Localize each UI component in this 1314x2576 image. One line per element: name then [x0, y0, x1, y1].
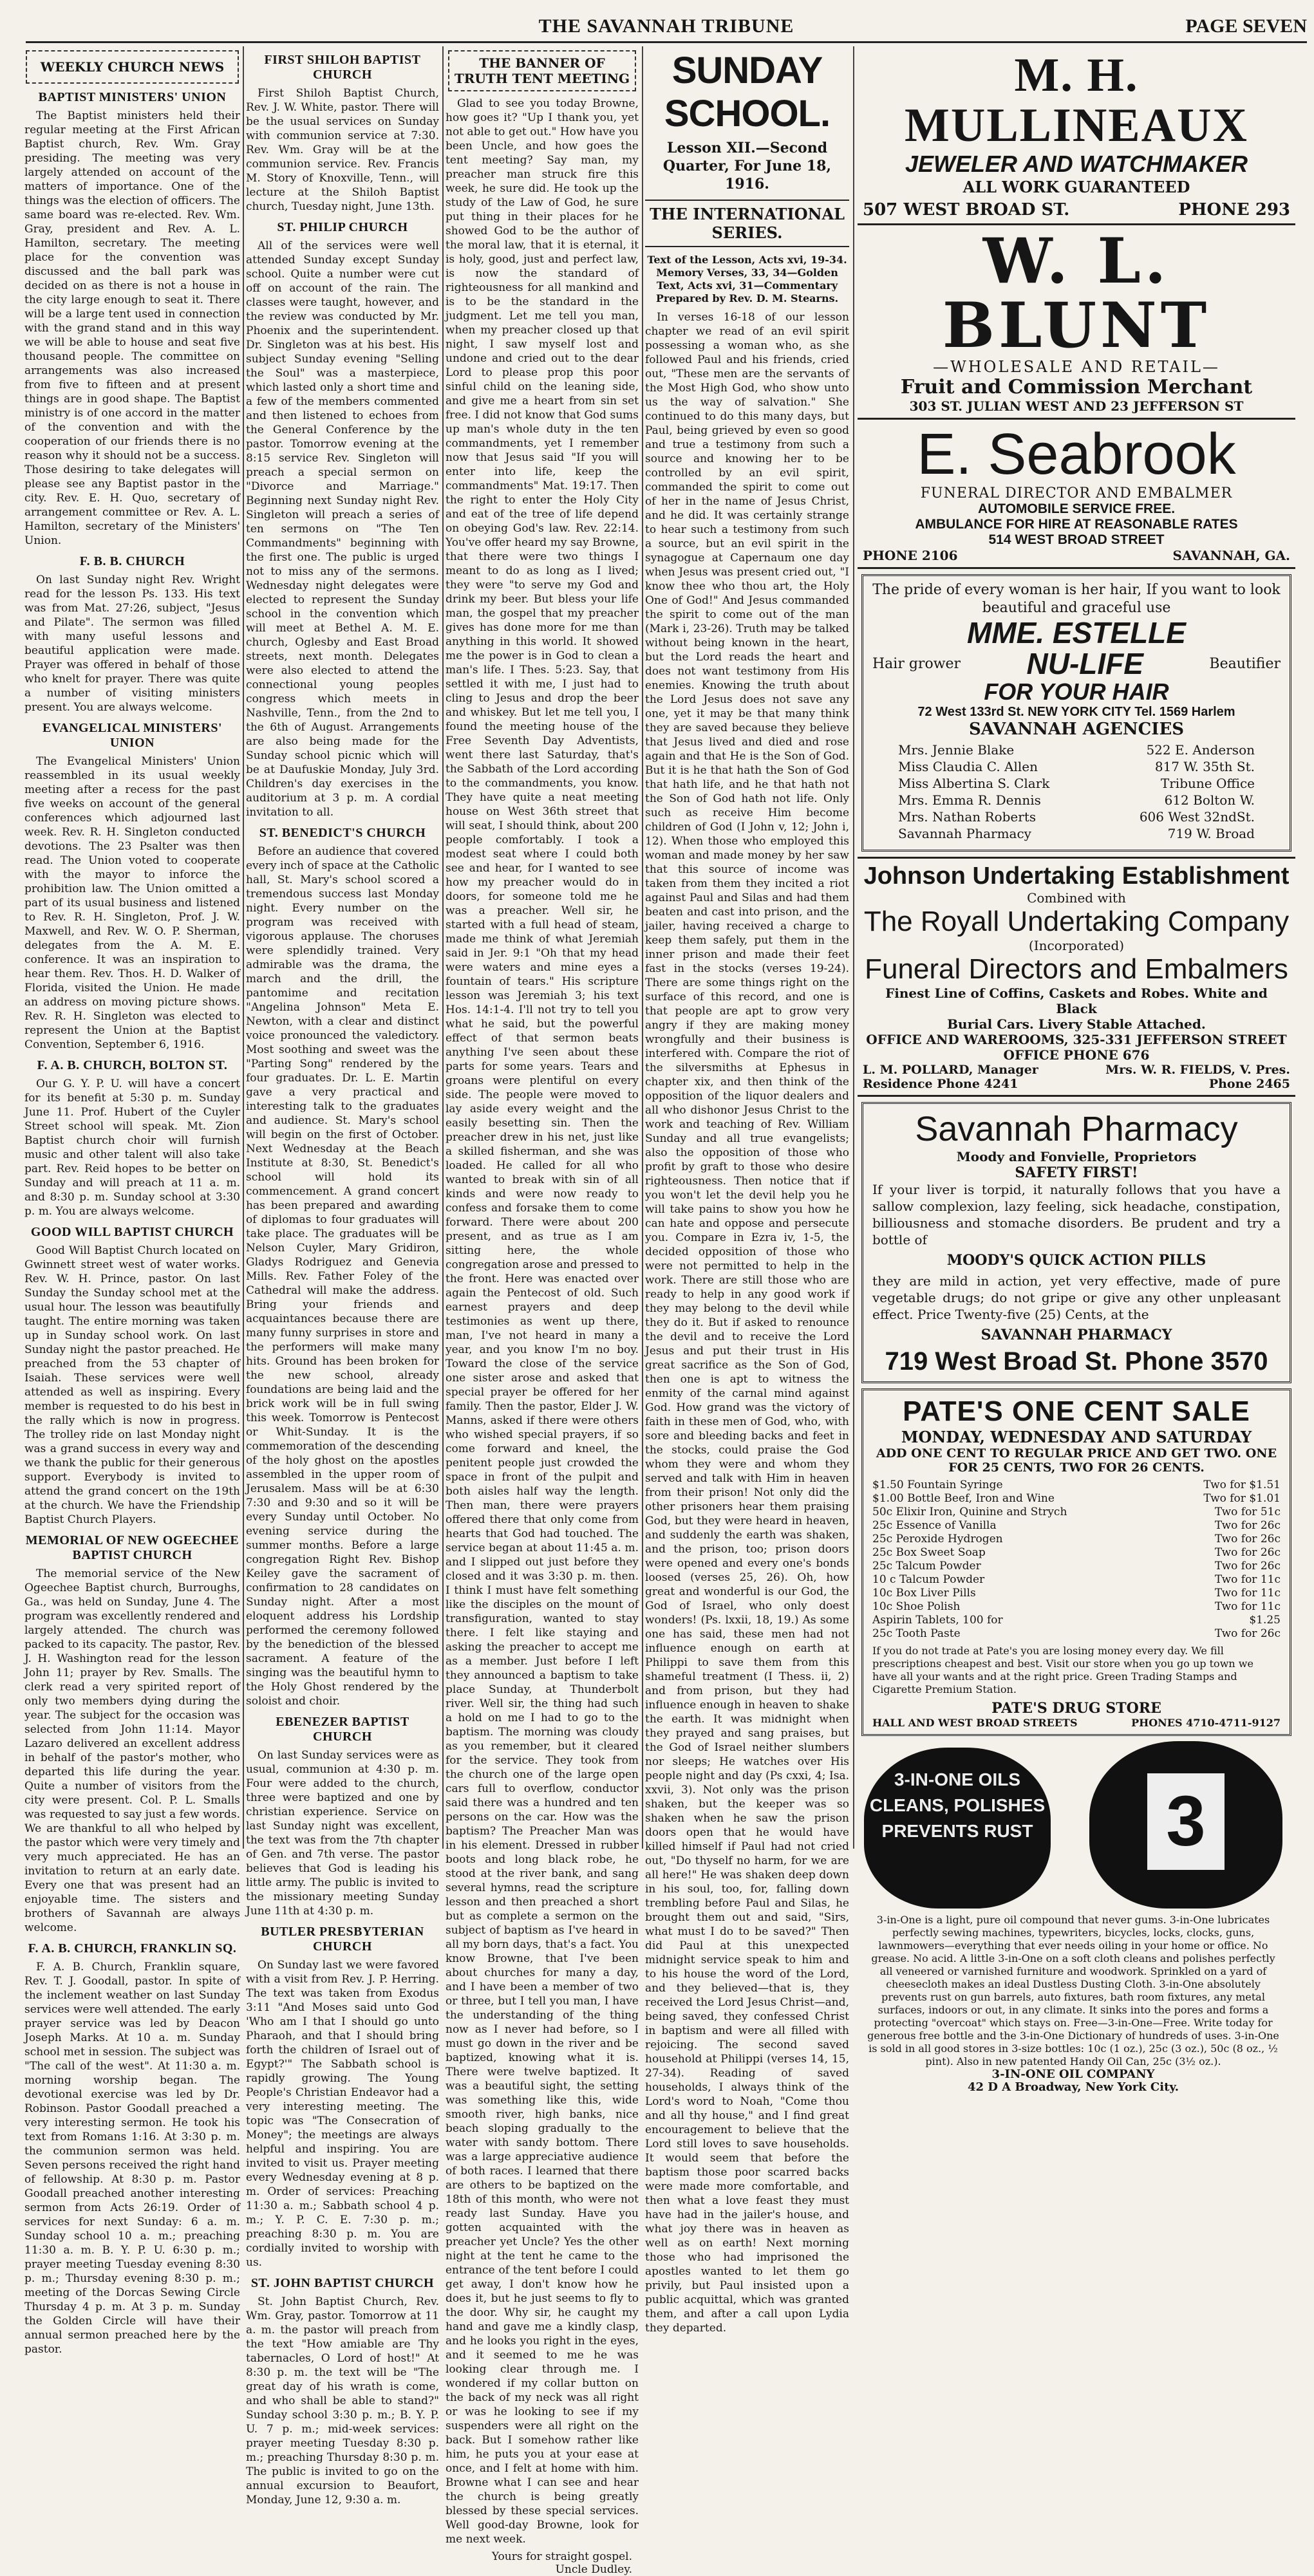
- agent-row: Mrs. Nathan Roberts 606 West 32ndSt.: [898, 809, 1255, 825]
- section-body: St. John Baptist Church, Rev. Wm. Gray, pastor. Tomorrow at 11 a. m. the pastor will preach from the text "How amiable are Thy tabernacles, O Lord of host!" At 8:30 p. m. the text will be "The great day of his wrath is come, and who shall be able to stand?" Sunday school 3:30 p. m.; B. Y. P. U. 7 p. m.; mid-week services: prayer meeting Tuesday 8:30 p. m.; preaching Thursday 8:30 p. m. The public is invited to go on the annual excursion to Beaufort, Monday, June 12, 9:30 a. m.: [246, 2295, 439, 2506]
- list-item: 25c Peroxide Hydrogen Two for 26c: [872, 1533, 1281, 1545]
- list-item: 25c Tooth Paste Two for 26c: [872, 1627, 1281, 1640]
- seabrook-address: 514 WEST BROAD STREET: [988, 532, 1165, 547]
- mullineaux-name: M. H. MULLINEAUX: [905, 49, 1248, 152]
- section-title: F. B. B. CHURCH: [79, 554, 185, 568]
- estelle-product: NU-LIFE: [1026, 647, 1143, 680]
- pate-store: PATE'S DRUG STORE: [991, 1700, 1161, 1717]
- agent-row: Miss Claudia C. Allen 817 W. 35th St.: [898, 759, 1255, 774]
- blunt-ad: [858, 225, 1295, 420]
- section-body: The memorial service of the New Ogeechee Baptist church, Burroughs, Ga., was held on Sunday, June 4. The program was excellently rendered and largely attended. The church was packed to its capacity. The pastor, Rev. J. H. Washington read for the lesson John 11; prayer by Rev. Smalls. The clerk read a very spirited report of only two members dying during the year. The subject for the occasion was selected from John 11:14. Mayor Lazaro delivered an excellent address in behalf of the pastor's mother, who departed this life during the year. Quite a number of visitors from the city were present. Col. P. L. Smalls was requested to say just a few words. We are thankful to all who helped by the pastor which were very timely and very much appreciated. He has an invitation to return at an early date. Every one that was present had an enjoyable time. The sisters and brothers of Savannah are always welcome.: [24, 1567, 240, 1934]
- three-in-one-oil-ad: [858, 1741, 1295, 2094]
- oil-can-image-2: [1089, 1741, 1282, 1909]
- list-item: 50c Elixir Iron, Quinine and Strych Two for 51c: [872, 1506, 1281, 1518]
- column-rule: [642, 46, 643, 1849]
- section-title: ST. JOHN BAPTIST CHURCH: [250, 2276, 435, 2290]
- seabrook-phone: PHONE 2106: [863, 548, 958, 563]
- estelle-intro: The pride of every woman is her hair, If you want to look beautiful and graceful use: [872, 582, 1281, 616]
- section-body: All of the services were well attended Sunday except Sunday school. Quite a number were cut off on account of the rain. The classes were taught, however, and the review was conducted by Mr. Phoenix and the superintendent. Dr. Singleton was at his best. His subject Sunday evening "Selling the Soul" was a masterpiece, which lasted only a short time and a few of the members commented and then listened to echoes from the General Conference by the pastor. Tomorrow evening at the 8:15 service Rev. Singleton will preach a special sermon on "Divorce and Marriage." Beginning next Sunday night Rev. Singleton will preach a series of ten sermons on "The Ten Commandments" beginning with the first one. The public is urged not to miss any of the sermons. Wednesday night delegates were elected to represent the Sunday school in the convention which will meet at Bethel A. M. E. church, Oglesby and East Broad streets, next month. Delegates were also elected to attend the connectional young peoples congress which meets in Nashville, Tenn., from the 2nd to the 6th of August. Arrangements are also being made for the Sunday school picnic which will be at Daufuskie Monday, July 3rd. Children's day exercises in the auditorium at 3 p. m. A cordial invitation to all.: [246, 239, 439, 819]
- section-title: BAPTIST MINISTERS' UNION: [38, 90, 227, 104]
- list-item: 25c Talcum Powder Two for 26c: [872, 1560, 1281, 1573]
- coffins-line: Finest Line of Coffins, Caskets and Robes. White and Black: [885, 985, 1268, 1016]
- pharmacy-name: Savannah Pharmacy: [915, 1110, 1238, 1148]
- funeral-directors: Funeral Directors and Embalmers: [865, 953, 1288, 985]
- series-heading: THE INTERNATIONAL SERIES.: [645, 200, 849, 247]
- column-rule: [853, 46, 854, 1849]
- mullineaux-sub: JEWELER AND WATCHMAKER: [905, 151, 1248, 177]
- agent-row: Mrs. Emma R. Dennis 612 Bolton W.: [898, 792, 1255, 808]
- sunday-school-title: SUNDAY SCHOOL.: [664, 50, 831, 135]
- mullineaux-note: ALL WORK GUARANTEED: [962, 178, 1190, 196]
- column-church-news: [24, 46, 240, 2356]
- blunt-name: W. L. BLUNT: [942, 225, 1211, 362]
- section-title: EVANGELICAL MINISTERS' UNION: [42, 721, 223, 750]
- section-title: F. A. B. CHURCH, FRANKLIN SQ.: [28, 1941, 237, 1955]
- lesson-line: Lesson XII.—Second Quarter, For June 18, 1916.: [662, 140, 832, 192]
- column-church-news-2: [246, 46, 439, 2506]
- lesson-body: In verses 16-18 of our lesson chapter we read of an evil spirit possessing a woman who, as she followed Paul and his friends, cried out, "These men are the servants of the Most High God, who show unto us the way of salvation." She continued to do this many days, but Paul, being grieved by even so good and true a testimony from such a source and knowing her to be controlled by an evil spirit, commanded the spirit to come out of her in the name of Jesus Christ, and he did. It was certainly strange to hear such a testimony from such a source, but an evil spirit in the synagogue at Capernaum one day when Jesus was present cried out, "I know thee who thou art, the Holy One of God!" And Jesus commanded the spirit to come out of the man (Mark i, 23-26). Truth may be talked without being known in the heart, but the Lord reads the heart and does not want testimony from His enemies. Knowing the truth about the Lord Jesus does not save any one, yet it may be that many think they are saved because they believe that Jesus lived and died and rose again and that He is the Son of God. But it is he that hath the Son of God that hath life, and he that hath not the Son of God hath not life. Only such as receive Him become children of God (I John v, 12; John i, 12). When those who employed this woman and made money by her saw that this source of income was taken from them they incited a riot against Paul and Silas and had them beaten and cast into prison, and the jailer, having received a charge to keep them safely, put them in the inner prison and made their feet fast in the stocks (verses 19-24). There are some things right on the surface of this record, and one is that people are apt to grow very angry if they are making money wrongfully and their business is interfered with. Compare the riot of the silversmiths at Ephesus in chapter xix, and then think of the opposition of the liquor dealers and all who dishonor Jesus Christ to the work and teaching of Rev. William Sunday and all true evangelists; also the opposition of those who profit by graft to those who desire righteousness. Then notice that if you won't let the devil help you he will take pains to show you how he can hate and oppose and persecute you. Compare in Ezra iv, 1-5, the decided opposition of those who were not permitted to help in the work. There are still those who are ready to help in any good work if they may belong to the devil while they do it. But if asked to renounce the devil and to receive the Lord Jesus and put their trust in His great sacrifice as the Son of God, then one is apt to witness the enmity of the carnal mind against God. How grand was the victory of faith in these men of God, who, with sore and bleeding backs and feet in the stocks, could praise the God whom they were and whom they served and talk with Him in heaven from their prison! Not only did the other prisoners hear them praising God, but they were heard in heaven, and suddenly the earth was shaken, and the prison, too; prison doors were opened and every one's bonds loosed (verses 25, 26). Oh, how great and wonderful is our God, the God of Israel, who only doest wonders! (Ps. lxxii, 18, 19.) As some one has said, these men had not influence enough on earth at Philippi to save them from this shameful treatment (I Thess. ii, 2) and from prison, but they had influence enough in heaven to shake the earth. It was midnight when they prayed and sang praises, but the God of Israel neither slumbers nor sleeps; He watches over His people night and day (Ps cxxi, 4; Isa. xxvii, 3). Not only was the prison shaken, but the keeper was so shaken when he saw the prison doors open that he would have killed himself if Paul had not cried out, "Do thyself no harm, for we are all here!" He was shaken deep down in his soul, too, for, falling down trembling before Paul and Silas, he brought them out and said, "Sirs, what must I do to be saved?" Then did Paul at this unexpected midnight service speak to him and to his house the word of the Lord, and they believed—that is, they received the Lord Jesus Christ—and, being saved, they confessed Christ in baptism and were all filled with rejoicing. The second saved household at Philippi (verses 14, 15, 27-34). Reading of saved households, I always think of the Lord's word to Noah, "Come thou and all thy house," and I find great encouragement to believe that the Lord still loves to save households. It would seem that before the baptism those poor scarred backs were made more comfortable, and then what a love feast they must have had in the jailer's house, and what joy there was in heaven as well as on earth! Next morning those who had imprisoned the apostles wanted to let them go privily, but Paul insisted upon a public acquittal, which was granted them, and after a call upon Lydia they departed.: [645, 311, 849, 2335]
- list-item: 10c Shoe Polish Two for 11c: [872, 1600, 1281, 1613]
- section-title: BUTLER PRESBYTERIAN CHURCH: [261, 1925, 424, 1954]
- page-number: PAGE SEVEN: [1185, 15, 1307, 37]
- pharmacy-store: SAVANNAH PHARMACY: [981, 1327, 1172, 1343]
- mullineaux-address: 507 WEST BROAD ST.: [863, 200, 1070, 219]
- estelle-name: MME. ESTELLE: [967, 616, 1186, 649]
- blunt-address: 303 ST. JULIAN WEST AND 23 JEFFERSON ST: [909, 398, 1244, 414]
- safety-first: SAFETY FIRST!: [1015, 1164, 1138, 1181]
- blunt-sub: —WHOLESALE AND RETAIL—: [933, 358, 1220, 376]
- section-body: Before an audience that covered every inch of space at the Catholic hall, St. Mary's school scored a tremendous success last Monday night. Every number on the program was received with vigorous applause. The choruses were splendidly trained. Very admirable was the drama, the march and the drill, the pantomime and recitation "Angelina Johnson" Meta E. Newton, with a clear and distinct voice pronounced the valedictory. Most soothing and sweet was the "Parting Song" rendered by the four graduates. Dr. L. E. Martin gave a very practical and interesting talk to the graduates and audience. St. Mary's school will begin on the first of October. Next Wednesday at the Beach Institute at 8:30, St. Benedict's school will hold its commencement. A grand concert has been prepared and awarding of diplomas to four graduates will take place. The graduates will be Nelson Cuyler, Mary Gridiron, Gladys Rodriguez and Genevia Mills. Rev. Father Foley of the Cathedral will make the address. Bring your friends and acquaintances because there are many funny surprises in store and the performers will make many hits. Ground has been broken for the new school, already foundations are being laid and the brick work will be in full swing this week. Tomorrow is Pentecost or Whit-Sunday. It is the commemoration of the descending of the holy ghost on the apostles assembled in the upper room of Jerusalem. Mass will be at 6:30 7:30 and 9:30 and so it will be every Sunday until October. No evening service during the summer months. Before a large congregation Right Rev. Bishop Keiley gave the sacrament of confirmation to 28 candidates on Sunday night. After a most eloquent address his Lordship performed the ceremony followed by the benediction of the blessed sacrament. A feature of the singing was the beautiful hymn to the Holy Ghost rendered by the soloist and choir.: [246, 845, 439, 1708]
- seabrook-ambulance: AMBULANCE FOR HIRE AT REASONABLE RATES: [915, 517, 1238, 532]
- mullineaux-phone: PHONE 293: [1178, 200, 1290, 219]
- office-phone: OFFICE PHONE 676: [1003, 1047, 1150, 1063]
- column-rule: [243, 46, 244, 1849]
- manager: L. M. POLLARD, Manager: [863, 1063, 1038, 1077]
- office-line: OFFICE AND WAREROOMS, 325-331 JEFFERSON STREET: [866, 1032, 1287, 1047]
- section-title: ST. BENEDICT'S CHURCH: [259, 826, 426, 840]
- closing-line: Yours for straight gospel.: [491, 2550, 632, 2563]
- estelle-agencies: SAVANNAH AGENCIES: [968, 720, 1185, 739]
- section-title: F. A. B. CHURCH, BOLTON ST.: [37, 1058, 228, 1072]
- section-body: First Shiloh Baptist Church, Rev. J. W. White, pastor. There will be the usual services on Sunday with communion service at 7:30. Rev. Wm. Gray will be at the communion service. Rev. Francis M. Story of Knoxville, Tenn., will lecture at the Shiloh Baptist church, Tuesday night, June 13th.: [246, 87, 439, 213]
- oil-can-image: 3-IN-ONE OILS CLEANS, POLISHES PREVENTS RUST: [864, 1748, 1051, 1909]
- pharmacy-address: 719 West Broad St. Phone 3570: [885, 1347, 1268, 1376]
- section-body: On Sunday last we were favored with a visit from Rev. J. P. Herring. The text was taken from Exodus 3:11 "And Moses said unto God 'Who am I that I should go unto Pharaoh, and that I should bring forth the children of Israel out of Egypt?'" The Sabbath school is rapidly growing. The Young People's Christian Endeavor had a very interesting meeting. The topic was "The Consecration of Money"; the meetings are always helpful and inspiring. You are invited to visit us. Prayer meeting every Wednesday evening at 8 p. m. Order of services: Preaching 11:30 a. m.; Sabbath school 4 p. m.; Y. P. C. E. 7:30 p. m.; preaching 8:30 p. m. You are cordially invited to worship with us.: [246, 1959, 439, 2269]
- mullineaux-ad: [858, 46, 1295, 225]
- can-number: 3: [1147, 1773, 1225, 1870]
- oil-body: 3-in-One is a light, pure oil compound that never gums. 3-in-One lubricates perfectly sewing machines, typewriters, bicycles, locks, clocks, guns, lawnmowers—everything that ever needs oiling in your home or office. No grease. No acid. A little 3-in-One on a soft cloth cleans and polishes perfectly all veneered or varnished furniture and woodwork. Sprinkled on a yard of cheesecloth makes an ideal Dustless Dusting Cloth. 3-in-One absolutely prevents rust on gun barrels, auto fixtures, bath room fixtures, any metal surfaces, indoors or out, in any climate. It sinks into the pores and forms a protecting "overcoat" which stays on. Free—3-in-One—Free. Write today for generous free bottle and the 3-in-One Dictionary of hundreds of uses. 3-in-One is sold in all good stores in 3-size bottles: 10c (1 oz.), 25c (3 oz.), 50c (8 oz., ½ pint). Also in new patented Handy Oil Can, 25c (3½ oz.).: [867, 1914, 1279, 2067]
- column-sunday-school: [645, 46, 849, 2335]
- list-item: 25c Essence of Vanilla Two for 26c: [872, 1519, 1281, 1532]
- estelle-left: Hair grower: [872, 655, 961, 672]
- section-body: On last Sunday services were as usual, communion at 4:30 p. m. Four were added to the church, three were baptized and one by christian experience. Service on last Sunday night was excellent, the text was from the 7th chapter of Gen. and 7th verse. The pastor believes that God is leading his little army. The public is invited to the missionary meeting Sunday June 11th at 4:30 p. m.: [246, 1749, 439, 1918]
- incorporated: (Incorporated): [1028, 938, 1125, 953]
- johnson-name: Johnson Undertaking Establishment: [863, 863, 1290, 890]
- burial-line: Burial Cars. Livery Stable Attached.: [947, 1016, 1206, 1032]
- section-body: On last Sunday night Rev. Wright read for the lesson Ps. 133. His text was from Mat. 27:26, subject, "Jesus and Pilate". The sermon was filled with many useful lessons and beautiful application were made. Prayer was offered in behalf of those who knelt for prayer. There was quite a number of visiting ministers present. You are always welcome.: [24, 574, 240, 714]
- tent-meeting-heading: THE BANNER OF TRUTH TENT MEETING: [448, 50, 636, 91]
- tent-meeting-body: Glad to see you today Browne, how goes it? "Up I thank you, yet not able to get out." How have you been Uncle, and how goes the tent meeting? Say man, my preacher man struck fire this week, he sure did. He took up the study of the Law of God, he sure put thing in their places for he showed God to be the author of the moral law, that it is eternal, it is holy, good, just and perfect law, is now the standard of righteousness for all mankind and is to be the standard in the judgment. Let me tell you man, when my preacher closed up that night, I saw myself lost and undone and cried out to the dear Lord to please prop this poor sinful child on the leaning side, and give me a heart from sin set free. I did not know that God sums up man's whole duty in the ten commandments, yet I remember now that Jesus said "If you will enter into life, keep the commandments" Mat. 19:17. Then the right to enter the Holy City and eat of the tree of life depend on obeying God's law. Rev. 22:14. You've offer heard my say Browne, that there were two things I meant to do as long as I lived; they were "to serve my God and drink my beer. But bless your life man, the gospel that my preacher gives has done more for me than anything in this world. It showed me the power is in God to clean a man's life. I Thes. 5:23. Say, that settled it with me, I just had to cling to Jesus and drop the beer and whiskey. But let me tell you, I found the meeting house of the Free Seventh Day Adventists, went there last Saturday, that's the Sabbath of the Lord according to the commandments, you know. They have quite a neat meeting house on West 36th street that will seat, I should think, about 200 people comfortably. I took a modest seat where I could both see and hear, for I wanted to see how my preacher would do in doors, for someone told me he was a preacher. Well sir, he started with a full head of steam, made me think of what Jeremiah said in Jer. 9:1 "Oh that my head were waters and mine eyes a fountain of tears." His scripture lesson was Jeremiah 3; his text Hos. 14:1-4. I'll not try to tell you what he said, but the powerful effect of that sermon beats anything I've seen about these parts for some years. Tears and groans were plentiful on every side. The people were moved to lay aside every weight and the easily besetting sin. Then the preacher drew in his net, just like a skilled fisherman, and she was loaded. He called for all who wanted to break with sin of all kinds and were now ready to confess and forsake them to come forward. There were about 200 present, and as true as I am sitting here, the whole congregation arose and pressed to the front. Here was enacted over again the Pentecost of old. Such earnest prayers and deep testimonies as went up there, man, I've not heard in many a year, and you know I'm no boy. Toward the close of the service one sister arose and asked that special prayer be offered for her family. Then the pastor, Elder J. W. Manns, asked if there were others who wished special prayers, if so come forward and kneel, the penitent people just crowded the space in front of the pulpit and both aisles half way the length. Then man, there were prayers offered there that only come from hearts that God had touched. The service began at about 11:45 a. m. and I slipped out just before they closed and it was 3:30 p. m. then. I think I must have felt something like the disciples on the mount of transfiguration, wanted to stay there. I felt like staying and asking the preacher to accept me as a member. Just before I left they announced a baptism to take place Sunday, at Thunderbolt river. Well sir, the thing had such a hold on me I had to go to the baptism. The morning was cloudy as you remember, but it cleared for the service. They took from the church one of the large open cars full to overflow, conductor said there was a hundred and ten persons on the car. How was the baptism? The Preacher Man was in his element. Dressed in rubber boots and long black robe, he stood at the river bank, and sang several hymns, read the scripture lesson and then preached a short but as complete a sermon on the subject of baptism as I've heard in all my born days, that's a fact. You know Browne, that I've been about churches for many a day, and I have been a member of two or three, but I tell you man, I have the understanding of the thing now as I never had before, so I must go down in the river and be baptized, knowing what it is. There were twelve baptized. It was a beautiful sight, the setting was something like this, wide smooth river, high banks, nice beach sloping gradually to the water with sandy bottom. There was a large appreciative audience of both races. I learned that there are others to be baptized on the 18th of this month, who were not ready last Sunday. Have you gotten acquainted with the preacher yet Uncle? Yes the other night at the tent he came to the entrance of the tent before I could get away, I don't know how he does it, but he just seems to fly to the door. Why sir, he caught my hand and gave me a kindly clasp, and he looks you right in the eyes, and it seemed to me he was looking clear through me. I wondered if my collar button on the back of my neck was all right or was he looking to see if my suspenders were all right on the back. But I somehow rather like him, he puts you at your ease at once, and I felt at home with him. Browne what I can see and hear the church is being greatly blessed by these special services. Well good-day Browne, look for me next week.: [446, 97, 639, 2546]
- section-title: EBENEZER BAPTIST CHURCH: [276, 1715, 409, 1744]
- pharmacy-body: If your liver is torpid, it naturally follows that you have a sallow complexion, lazy feeling, sick headache, constipation, billiousness and stomache disorders. Be prudent and try a bottle of: [872, 1182, 1281, 1247]
- pharmacy-ad: [861, 1102, 1291, 1383]
- agent-row: Mrs. Jennie Blake 522 E. Anderson: [898, 742, 1255, 758]
- column-advertisements: [858, 46, 1295, 2094]
- list-item: 10 c Talcum Powder Two for 11c: [872, 1573, 1281, 1586]
- list-item: Aspirin Tablets, 100 for $1.25: [872, 1614, 1281, 1627]
- agent-list: [898, 742, 1255, 842]
- estelle-right: Beautifier: [1209, 655, 1281, 672]
- pate-address: HALL AND WEST BROAD STREETS: [872, 1717, 1078, 1729]
- pate-items: [872, 1479, 1281, 1641]
- estelle-ad: [861, 574, 1291, 852]
- section-title: MEMORIAL OF NEW OGEECHEE BAPTIST CHURCH: [25, 1533, 239, 1562]
- list-item: 10c Box Liver Pills Two for 11c: [872, 1587, 1281, 1600]
- oil-company-address: 42 D A Broadway, New York City.: [967, 2080, 1179, 2094]
- seabrook-city: SAVANNAH, GA.: [1172, 548, 1290, 563]
- list-item: 25c Box Sweet Soap Two for 26c: [872, 1546, 1281, 1559]
- vice-president: Mrs. W. R. FIELDS, V. Pres.: [1105, 1063, 1290, 1077]
- seabrook-ad: [858, 420, 1295, 569]
- section-title: GOOD WILL BAPTIST CHURCH: [30, 1225, 234, 1239]
- list-item: $1.00 Bottle Beef, Iron and Wine Two for $1.01: [872, 1492, 1281, 1505]
- column-rule: [442, 46, 444, 1849]
- column-tent-meeting: [446, 46, 639, 2576]
- agent-row: Miss Albertina S. Clark Tribune Office: [898, 776, 1255, 791]
- seabrook-name: E. Seabrook: [917, 422, 1236, 487]
- newspaper-title: THE SAVANNAH TRIBUNE: [538, 15, 794, 37]
- section-body: The Baptist ministers held their regular meeting at the First African Baptist church, Rev. Wm. Gray presiding. The meeting was very largely attended on account of the matters of importance. One of the things was the election of officers. The same board was re-elected. Rev. Wm. Gray, president and Rev. A. L. Hamilton, secretary. The meeting place for the convention was discussed and the ball park was decided on as there is not a house in the city large enough to seat it. There will be a large tent used in connection with the grand stand and in this way we will be able to house and seat five thousand people. The committee on arrangements was also increased from five to fifteen and at present things are in good shape. The Baptist ministry is of one accord in the matter of the convention and with the cooperation of our friends there is no reason why it should not be a success. Those desiring to take delegates will please see any Baptist pastor in the city. Rev. E. H. Quo, secretary of arrangement committee or Rev. A. L. Hamilton, secretary of the Ministers' Union.: [24, 109, 240, 547]
- oil-text: [864, 1914, 1282, 2094]
- section-body: F. A. B. Church, Franklin square, Rev. T. J. Goodall, pastor. In spite of the inclement weather on last Sunday services were well attended. The early prayer service was led by Deacon Joseph Marks. At 10 a. m. Sunday school met in session. The subject was "The call of the west". At 11:30 a. m. morning worship began. The devotional exercise was led by Dr. Robinson. Pastor Goodall preached a very interesting sermon. He took his text from Romans 1:16. At 3:30 p. m. the communion sermon was held. Seven persons received the right hand of fellowship. At 8:30 p. m. Pastor Goodall preached another interesting sermon from Acts 26:19. Order of services for next Sunday: 6 a. m. Sunday school 10 a. m.; preaching 11:30 a. m. B. Y. P. U. 6:30 p. m.; prayer meeting Tuesday evening 8:30 p. m.; Thursday evening 8:30 p. m.; meeting of the Dorcas Sewing Circle Thursday 4 p. m. At 3 p. m. Sunday the Golden Circle will have their annual sermon preached here by the pastor.: [24, 1961, 240, 2356]
- pate-ad: [861, 1388, 1291, 1736]
- pate-phones: PHONES 4710-4711-9127: [1131, 1717, 1281, 1729]
- pate-title: PATE'S ONE CENT SALE: [903, 1395, 1250, 1427]
- pate-days: MONDAY, WEDNESDAY AND SATURDAY: [901, 1428, 1252, 1446]
- section-body: The Evangelical Ministers' Union reassembled in its usual weekly meeting after a recess for the past five weeks on account of the general conferences which adjourned last week. Rev. R. H. Singleton conducted devotions. The 23 Psalter was then read. The Union voted to cooperate with the mayor to inforce the prohibition law. The Union omitted a part of its usual business and listened to Rev. R. H. Singleton, Prof. J. W. Maxwell, and Rev. W. O. P. Sherman, delegates from the A. M. E. conference. It was an inspiration to hear them. Rev. Thos. H. D. Walker of Florida, visited the Union. He made an address on moving picture shows. Rev. R. H. Singleton was elected to represent the Union at the Baptist Convention, September 6, 1916.: [24, 755, 240, 1051]
- agent-row: Savannah Pharmacy 719 W. Broad: [898, 826, 1255, 841]
- pate-footer: If you do not trade at Pate's you are losing money every day. We fill prescriptions cheapest and best. Visit our store when you go up town we have all your wants and at the right price. Green Trading Stamps and Cigarette Premium Station.: [872, 1645, 1253, 1695]
- lesson-text-line: Text of the Lesson, Acts xvi, 19-34. Memory Verses, 33, 34—Golden Text, Acts xvi, 31—Commentary Prepared by Rev. D. M. Stearns.: [647, 254, 847, 304]
- phone-2: Phone 2465: [1208, 1077, 1290, 1091]
- residence-phone: Residence Phone 4241: [863, 1077, 1018, 1091]
- combined-with: Combined with: [1027, 890, 1126, 906]
- pharmacy-proprietors: Moody and Fonvielle, Proprietors: [956, 1149, 1197, 1164]
- estelle-for: FOR YOUR HAIR: [984, 678, 1169, 705]
- oil-company: 3-IN-ONE OIL COMPANY: [991, 2067, 1155, 2081]
- section-body: Good Will Baptist Church located on Gwinnett street west of water works. Rev. W. H. Prince, pastor. On last Sunday the Sunday school met at the usual hour. The lesson was beautifully taught. The entire morning was taken up in Sunday school work. On last Sunday night the pastor preached. He preached from the 53 chapter of Isaiah. These services were well attended as well as inspiring. Every member is requested to do his best in the rally which is now in progress. The trolley ride on last Monday night was a grand success in every way and we thank the public for their generous support. Everybody is invited to attend the grand concert on the 19th at the church. We have the Friendship Baptist Church Players.: [24, 1244, 240, 1526]
- seabrook-service: AUTOMOBILE SERVICE FREE.: [977, 501, 1176, 516]
- pharmacy-body-2: they are mild in action, yet very effective, made of pure vegetable drugs; do not gripe or give any other unpleasant effect. Price Twenty-five (25) Cents, at the: [872, 1273, 1281, 1322]
- undertaking-ad: [858, 857, 1295, 1097]
- signature: Uncle Dudley.: [555, 2563, 632, 2576]
- weekly-church-news-heading: WEEKLY CHURCH NEWS: [26, 50, 239, 84]
- estelle-address: 72 West 133rd St. NEW YORK CITY Tel. 1569 Harlem: [917, 705, 1235, 719]
- section-title: FIRST SHILOH BAPTIST CHURCH: [264, 53, 421, 82]
- blunt-line: Fruit and Commission Merchant: [900, 376, 1253, 398]
- section-title: ST. PHILIP CHURCH: [277, 220, 408, 234]
- royall-name: The Royall Undertaking Company: [863, 906, 1290, 937]
- pills-name: MOODY'S QUICK ACTION PILLS: [946, 1252, 1206, 1269]
- section-body: Our G. Y. P. U. will have a concert for its benefit at 5:30 p. m. Sunday June 11. Prof. Hubert of the Cuyler Street school will speak. Mt. Zion Baptist church choir will furnish music and other talent will also take part. Rev. Reid hopes to be better on Sunday and will preach at 11 a. m. and 8:30 p. m. Sunday school at 3:30 p. m. You are always welcome.: [24, 1078, 240, 1218]
- masthead: [26, 12, 1307, 43]
- list-item: $1.50 Fountain Syringe Two for $1.51: [872, 1479, 1281, 1491]
- seabrook-sub: FUNERAL DIRECTOR AND EMBALMER: [920, 485, 1233, 501]
- pate-offer: ADD ONE CENT TO REGULAR PRICE AND GET TWO. ONE FOR 25 CENTS, TWO FOR 26 CENTS.: [876, 1446, 1277, 1475]
